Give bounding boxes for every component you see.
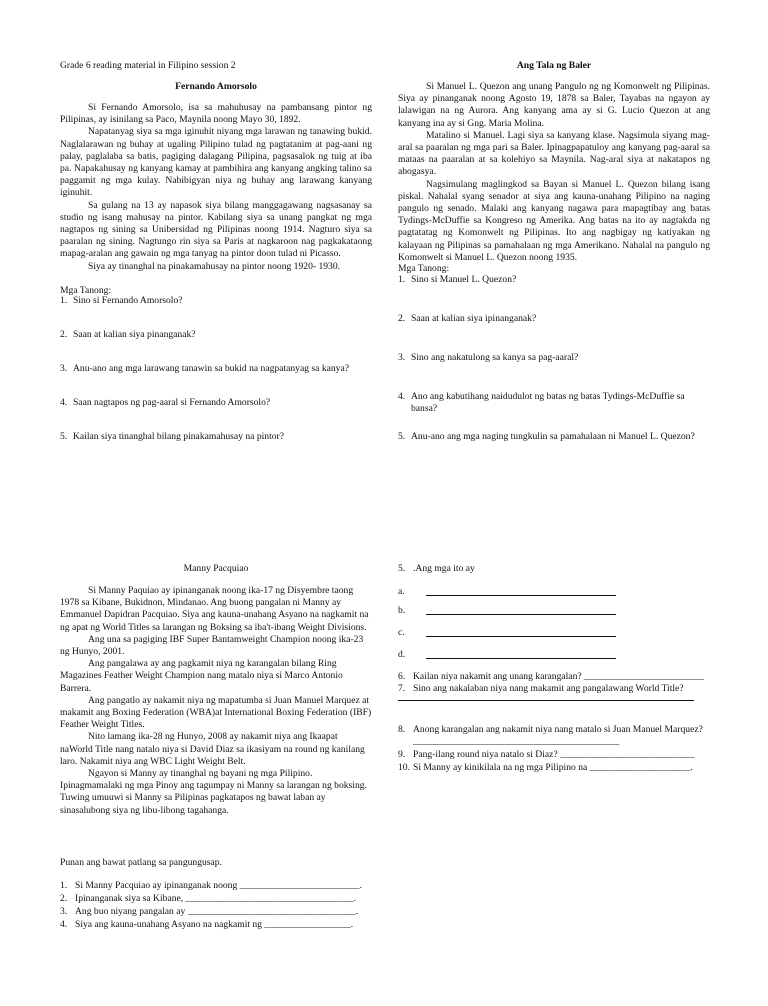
answer-line-b: b.	[398, 605, 616, 617]
amorsolo-question: 2. Saan at kalian siya pinanganak?	[60, 329, 196, 340]
amorsolo-question: 1. Sino si Fernando Amorsolo?	[60, 295, 183, 306]
pacquiao-paragraph: Ang una sa pagiging IBF Super Bantamweight Champion noong ika-23 ng Hunyo, 2001.	[60, 633, 364, 658]
pacquiao-question-9: 9. Pang-ilang round niya natalo si Diaz? ____________________________	[398, 749, 695, 760]
amorsolo-question: 3. Anu-ano ang mga larawang tanawin sa bukid na nagpatanyag sa kanya?	[60, 363, 349, 374]
pacquiao-question-8: 8. Anong karangalan ang nakamit niya nang matalo si Juan Manuel Marquez?___________________________________________	[398, 724, 703, 748]
answer-line-c: c.	[398, 627, 616, 639]
quezon-question: 3. Sino ang nakatulong sa kanya sa pag-aaral?	[398, 352, 579, 363]
blank-line	[426, 605, 616, 615]
pacquiao-paragraph: Ang pangatlo ay nakamit niya ng mapatumba si Juan Manuel Marquez at makamit ang Boxing Federation (WBA)at International Boxing Federation (IBF) Feather Weight Titles.	[60, 694, 372, 731]
pacquiao-question-5: 5. .Ang mga ito ay	[398, 563, 475, 574]
amorsolo-question: 4. Saan nagtapos ng pag-aaral si Fernando Amorsolo?	[60, 397, 271, 408]
amorsolo-question: 5. Kailan siya tinanghal bilang pinakamahusay na pintor?	[60, 431, 285, 442]
answer-line-d: d.	[398, 649, 616, 661]
pacquiao-paragraph: Si Manny Paquiao ay ipinanganak noong ika-17 ng Disyembre taong 1978 sa Kibane, Bukidnon, Mindanao. Ang buong pangalan ni Manny ay Emmanuel Dapidran Pacquiao. Siya ang kauna-unahang Asyano na nagkamit na ng apat ng World Titles sa larangan ng Boksing sa iba't-ibang Weight Divisions.	[60, 585, 369, 633]
blank-line	[426, 627, 616, 637]
blank-line	[398, 700, 694, 701]
quezon-question: 2. Saan at kalian siya ipinanganak?	[398, 313, 537, 324]
pacquiao-paragraph: Nito lamang ika-28 ng Hunyo, 2008 ay nakamit niya ang Ikaapat naWorld Title nang natalo niya si David Diaz sa ikasiyam na round ng kanilang laro. Nakamit niya ang WBC Light Weight Belt.	[60, 731, 365, 767]
pacquiao-body	[60, 585, 372, 817]
blank-line	[426, 586, 616, 596]
quezon-body	[398, 81, 710, 264]
quezon-question: 4. Ano ang kabutihang naidudulot ng batas ng batas Tydings-McDuffie sa bansa?	[398, 391, 685, 415]
amorsolo-body	[60, 102, 372, 273]
quezon-question: 1. Sino si Manuel L. Quezon?	[398, 274, 517, 285]
answer-line-a: a.	[398, 586, 616, 598]
fill-item: 4. Siya ang kauna-unahang Asyano na nagkamit ng __________________.	[60, 919, 354, 930]
document-header: Grade 6 reading material in Filipino session 2	[60, 60, 236, 71]
pacquiao-instruction: Punan ang bawat patlang sa pangungusap.	[60, 857, 222, 868]
quezon-paragraph: Si Manuel L. Quezon ang unang Pangulo ng ng Komonwelt ng Pilipinas. Siya ay pinanganak noong Agosto 19, 1878 sa Baler, Tayabas na ngayon ay lalawigan na ng Aurora. Ang kanyang ama ay si G. Lucio Quezon at ang kanyang ina ay si Gng. Maria Molina.	[398, 81, 710, 129]
quezon-paragraph: Matalino si Manuel. Lagi siya sa kanyang klase. Nagsimula siyang mag-aral sa paaralan ng mga pari sa Baler. Ipinagpapatuloy ang kanyang pag-aaral sa mataas na paaralan at sa kolehiyo sa Maynila. Nag-aral siya at nakatapos ng abogasya.	[398, 129, 710, 178]
fill-item: 2. Ipinanganak siya sa Kibane, ___________________________________.	[60, 893, 356, 904]
pacquiao-title: Manny Pacquiao	[183, 563, 249, 574]
quezon-title: Ang Tala ng Baler	[516, 60, 592, 71]
quezon-question: 5. Anu-ano ang mga naging tungkulin sa pamahalaan ni Manuel L. Quezon?	[398, 431, 695, 442]
pacquiao-paragraph: Ngayon si Manny ay tinanghal ng bayani ng mga Pilipino. Ipinagmamalaki ng mga Pinoy ang tagumpay ni Manny sa larangan ng boksing. Tuwing umuuwi si Manny sa Pilipinas pagkatapos ng bawat laban ay sinasalubong siya ng libu-libong tagahanga.	[60, 768, 367, 816]
amorsolo-paragraph: Sa gulang na 13 ay napasok siya bilang manggagawang nagsasanay sa studio ng isang mahusay na pintor. Kabilang siya sa unang pangkat ng mga nagtapos ng sining sa Unibersidad ng Pilipinas noong 1914. Nagturo siya sa paaralan ng sining. Nagtungo rin siya sa Paris at nagkaroon nag pagkakataong mapag-aralan ang gawain ng mga tanyag na pintor doon tulad ni Picasso.	[60, 199, 372, 260]
pacquiao-paragraph: Ang pangalawa ay ang pagkamit niya ng karangalan bilang Ring Magazines Feather Weight Champion nang matalo niya si Marco Antonio Barrera.	[60, 658, 343, 694]
amorsolo-paragraph: Napatanyag siya sa mga iginuhit niyang mga larawan ng tanawing bukid. Naglalarawan ng buhay at ugaling Pilipino tulad ng pagtatanim at pag-aani ng palay, paglalaba sa batis, pagiging dalagang Pilipina, pagsasalok ng tuig at iba pa. Napakahusay ng kanyang kamay at pambihira ang kanyang angking talino sa paggamit ng mga kulay. Nabibigyan niya ng buhay ang larawang kanyang iginuhit.	[60, 126, 372, 199]
pacquiao-question-10: 10. Si Manny ay kinikilala na ng mga Pilipino na _____________________.	[398, 762, 693, 773]
amorsolo-paragraph: Si Fernando Amorsolo, isa sa mahuhusay na pambansang pintor ng Pilipinas, ay isinilang sa Paco, Maynila noong Mayo 30, 1892.	[60, 102, 372, 126]
quezon-questions-label: Mga Tanong:	[398, 263, 450, 274]
amorsolo-paragraph: Siya ay tinanghal na pinakamahusay na pintor noong 1920- 1930.	[88, 260, 341, 272]
pacquiao-question-6: 6. Kailan niya nakamit ang unang karangalan? _________________________	[398, 671, 704, 682]
pacquiao-question-7: 7. Sino ang nakalaban niya nang makamit ang pangalawang World Title?	[398, 683, 684, 694]
fill-item: 3. Ang buo niyang pangalan ay ___________________________________.	[60, 906, 358, 917]
amorsolo-questions-label: Mga Tanong:	[60, 285, 112, 296]
blank-line	[426, 649, 616, 659]
amorsolo-title: Fernando Amorsolo	[175, 81, 257, 92]
quezon-paragraph: Nagsimulang maglingkod sa Bayan si Manuel L. Quezon bilang isang piskal. Nahalal syang senador at siya ang kauna-unahang Pilipino na naging pangulo ng senado. Malaki ang kanyang nagawa para mapagtibay ang batas Tydings-McDuffie sa Kongreso ng Amerika. Ang batas na ito ay nagtakda ng pagtatatag ng Komonwelt ng Pilipinas. Ito ang nagbigay ng katiyakan ng kalayaan ng Pilipinas sa pamahalaan ng mga Amerikano. Nahalal na pangulo ng Komonwelt si Manuel L. Quezon noong 1935.	[398, 178, 710, 263]
fill-item: 1. Si Manny Pacquiao ay ipinanganak noong _________________________.	[60, 880, 362, 891]
